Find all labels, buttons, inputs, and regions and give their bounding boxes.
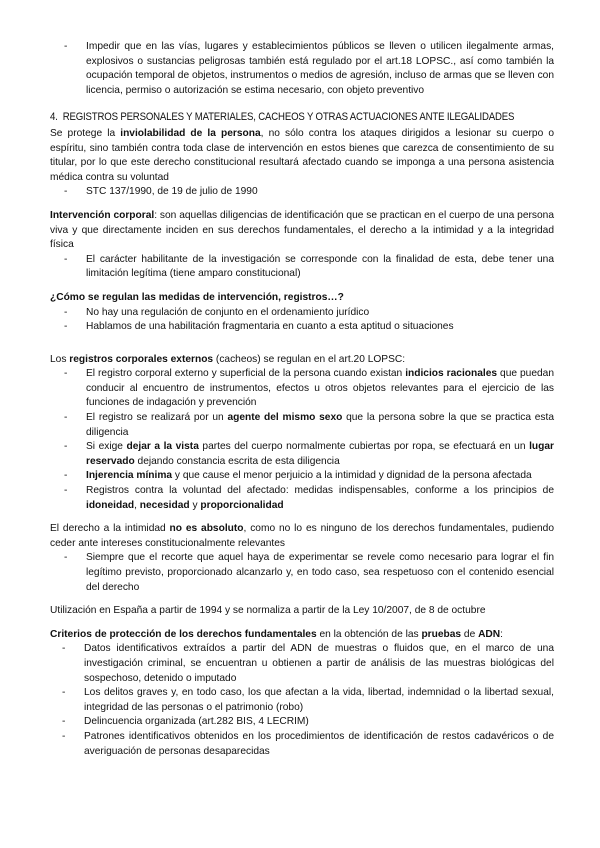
intimidad-list bbox=[50, 551, 554, 595]
paragraph-intervencion: Intervención corporal: son aquellas diligencias de identificación que se practican en el cuerpo de una persona viva y que directamente inciden en sus derechos fundamentales, el derecho a la intimidad y a la integridad física bbox=[50, 209, 554, 251]
paragraph-adn: Criterios de protección de los derechos fundamentales en la obtención de las pruebas de ADN: bbox=[50, 628, 503, 640]
registros-list bbox=[50, 367, 554, 513]
intro-list bbox=[50, 40, 554, 98]
intervencion-list bbox=[50, 253, 554, 282]
list-item: - Hablamos de una habilitación fragmentaria en cuanto a esta aptitud o situaciones bbox=[86, 320, 554, 335]
section-title: REGISTROS PERSONALES Y MATERIALES, CACHEOS Y OTRAS ACTUACIONES ANTE ILEGALIDADES bbox=[62, 111, 515, 124]
list-item: - Los delitos graves y, en todo caso, los que afectan a la vida, libertad, indemnidad o la libertad sexual, integridad de las personas o el patrimonio (robo) bbox=[84, 686, 554, 715]
list-item: - Delincuencia organizada (art.282 BIS, 4 LECRIM) bbox=[84, 715, 554, 730]
list-item: - El carácter habilitante de la investigación se corresponde con la finalidad de esta, debe tener una limitación legítima (tiene amparo constitucional) bbox=[86, 253, 554, 282]
list-item: - Siempre que el recorte que aquel haya de experimentar se revele como necesario para lograr el fin legítimo previsto, proporcionado alcanzarlo y, en todo caso, sea respetuoso con el contenido esencial del derecho bbox=[86, 551, 554, 595]
paragraph-utilizacion: Utilización en España a partir de 1994 y se normaliza a partir de la Ley 10/2007, de 8 de octubre bbox=[50, 605, 486, 617]
list-item: - STC 137/1990, de 19 de julio de 1990 bbox=[86, 185, 554, 200]
list-item: - Si exige dejar a la vista partes del cuerpo normalmente cubiertas por ropa, se efectuará en un lugar reservado dejando constancia escrita de esta diligencia bbox=[86, 440, 554, 469]
section-heading bbox=[50, 110, 515, 125]
paragraph-registros: Los registros corporales externos (cacheos) se regulan en el art.20 LOPSC: bbox=[50, 353, 406, 365]
adn-list bbox=[50, 642, 554, 759]
list-item: - Registros contra la voluntad del afectado: medidas indispensables, conforme a los principios de idoneidad, necesidad y proporcionalidad bbox=[86, 484, 554, 513]
paragraph-intimidad: El derecho a la intimidad no es absoluto, como no lo es ninguno de los derechos fundamentales, pudiendo ceder ante intereses constitucionalmente relevantes bbox=[50, 523, 554, 549]
list-item: - Injerencia mínima y que cause el menor perjuicio a la intimidad y dignidad de la persona afectada bbox=[86, 469, 554, 484]
question-heading: ¿Cómo se regulan las medidas de intervención, registros…? bbox=[50, 291, 344, 303]
list-item: - El registro corporal externo y superficial de la persona cuando existan indicios racionales que puedan conducir al encuentro de instrumentos, efectos u otros objetos relevantes para el ejercicio de las funciones de indagación y prevención bbox=[86, 367, 554, 411]
list-item: - No hay una regulación de conjunto en el ordenamiento jurídico bbox=[86, 306, 554, 321]
list-item: - Datos identificativos extraídos a partir del ADN de muestras o fluidos que, en el marco de una investigación criminal, se encuentran u obtienen a partir de análisis de las muestras biológicas del sospechoso, detenido o imputado bbox=[84, 642, 554, 686]
list-item: - Patrones identificativos obtenidos en los procedimientos de identificación de restos cadavéricos o de averiguación de personas desaparecidas bbox=[84, 730, 554, 759]
paragraph-inviolabilidad: Se protege la inviolabilidad de la persona, no sólo contra los ataques dirigidos a lesionar su cuerpo o espíritu, sino también contra toda clase de intervención en estos bienes que carezca de consentimiento de su titular, por lo que este derecho constitucional resultará afectado cuando se imponga a una persona asistencia médica contra su voluntad bbox=[50, 127, 554, 183]
question-list bbox=[50, 306, 554, 335]
stc-list bbox=[50, 185, 554, 200]
section-number: 4. bbox=[50, 111, 58, 124]
list-item: - El registro se realizará por un agente del mismo sexo que la persona sobre la que se practica esta diligencia bbox=[86, 411, 554, 440]
list-item: - Impedir que en las vías, lugares y establecimientos públicos se lleven o utilicen ilegalmente armas, explosivos o sustancias peligrosas también está regulado por el art.18 LOPSC., así como también la ocupación temporal de objetos, instrumentos o medios de agresión, incluso de armas que se lleven con licencia, permiso o autorización se estima necesario, con objeto preventivo bbox=[86, 40, 554, 98]
